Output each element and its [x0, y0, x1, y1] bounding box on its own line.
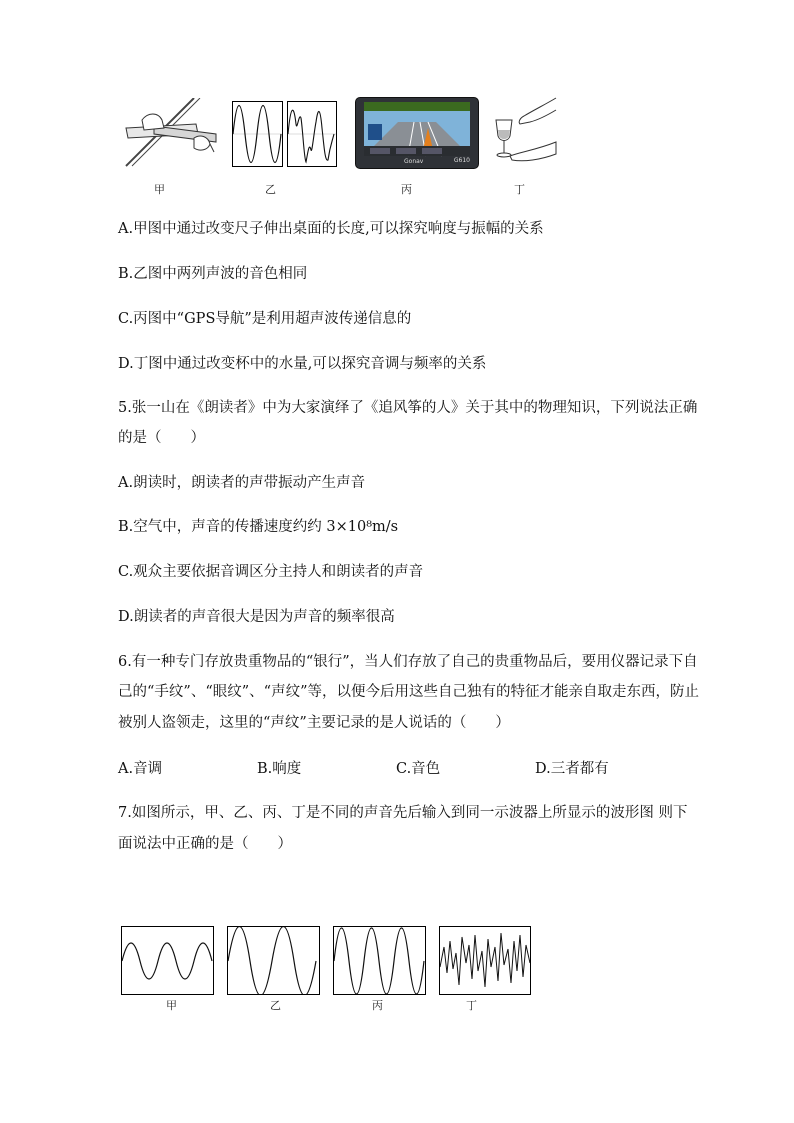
q4-option-c: C.丙图中“GPS导航”是利用超声波传递信息的 [118, 311, 412, 327]
fig-top-label-ding: 丁 [514, 183, 525, 196]
q6-stem-line1: 6.有一种专门存放贵重物品的“银行”，当人们存放了自己的贵重物品后，要用仪器记录下自 [118, 654, 698, 670]
q7-label-yi: 乙 [270, 999, 281, 1012]
fig-top-label-jia: 甲 [154, 183, 165, 196]
q7-waveform-ding [439, 926, 531, 995]
ruler-on-table-illustration [124, 98, 222, 168]
q7-waveform-bing [333, 926, 426, 995]
fig-top-label-yi: 乙 [265, 183, 276, 196]
q6-stem-line2: 己的“手纹”、“眼纹”、“声纹”等，以便今后用这些自己独有的特征才能亲自取走东西，防止 [118, 684, 699, 700]
q5-option-c: C.观众主要依据音调区分主持人和朗读者的声音 [118, 564, 424, 580]
gps-navigator-illustration [355, 97, 479, 169]
q5-option-a: A.朗读时，朗读者的声带振动产生声音 [118, 475, 366, 491]
q7-waveform-yi [227, 926, 320, 995]
q4-option-b: B.乙图中两列声波的音色相同 [118, 266, 308, 282]
q7-label-bing: 丙 [372, 999, 383, 1012]
waveform-box-top-yi-2 [287, 101, 337, 167]
q7-stem-line2: 面说法中正确的是（ ） [118, 836, 292, 852]
q7-label-jia: 甲 [166, 999, 177, 1012]
q6-option-d: D.三者都有 [535, 761, 609, 777]
fig-top-label-bing: 丙 [401, 183, 412, 196]
q7-waveform-jia [121, 926, 214, 995]
wine-glass-illustration [490, 96, 558, 170]
q5-option-d: D.朗读者的声音很大是因为声音的频率很高 [118, 609, 395, 625]
sine-waveform [233, 102, 282, 166]
q4-option-d: D.丁图中通过改变杯中的水量,可以探究音调与频率的关系 [118, 356, 487, 372]
q5-stem-line1: 5.张一山在《朗读者》中为大家演绎了《追风筝的人》关于其中的物理知识，下列说法正确 [118, 400, 698, 416]
q5-option-b: B.空气中，声音的传播速度约约 3×10⁸m/s [118, 519, 399, 535]
irregular-waveform [288, 102, 336, 166]
q6-option-b: B.响度 [257, 761, 302, 777]
waveform-box-top-yi-1 [232, 101, 283, 167]
q7-label-ding: 丁 [466, 999, 477, 1012]
q5-stem-line2: 的是（ ） [118, 430, 205, 446]
q6-stem-line3: 被别人盗领走，这里的“声纹”主要记录的是人说话的（ ） [118, 715, 510, 731]
gps-model-text: G610 [453, 157, 470, 164]
gps-brand-text: Gonav [404, 158, 424, 165]
q4-option-a: A.甲图中通过改变尺子伸出桌面的长度,可以探究响度与振幅的关系 [118, 221, 544, 237]
q7-stem-line1: 7.如图所示，甲、乙、丙、丁是不同的声音先后输入到同一示波器上所显示的波形图 则下 [118, 805, 688, 821]
q6-option-c: C.音色 [396, 761, 441, 777]
q6-option-a: A.音调 [118, 761, 163, 777]
